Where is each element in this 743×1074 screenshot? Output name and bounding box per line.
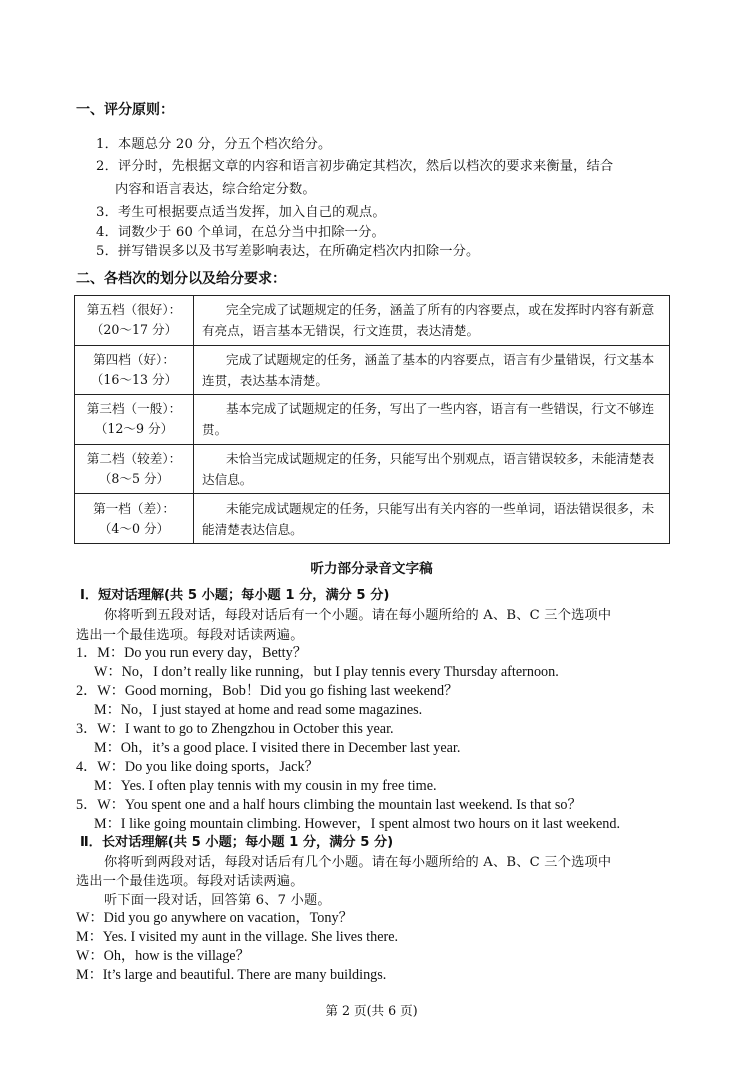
grade-range: （16～13 分）	[90, 371, 178, 387]
grade-description: 基本完成了试题规定的任务，写出了一些内容，语言有一些错误，行文不够连贯。	[194, 395, 670, 445]
table-row	[75, 296, 670, 346]
dialogue-line: M：Yes. I often play tennis with my cousin in my free time.	[94, 778, 437, 794]
scoring-heading: 一、评分原则：	[76, 102, 174, 118]
part2-heading: Ⅱ．长对话理解(共 5 小题；每小题 1 分，满分 5 分)	[80, 835, 394, 850]
dialogue-line: M：I like going mountain climbing. However，I spent almost two hours on it last weekend.	[94, 816, 621, 832]
scoring-rule: 2．评分时，先根据文章的内容和语言初步确定其档次，然后以档次的要求来衡量，结合	[96, 159, 614, 174]
dialogue-line: 2．W：Good morning，Bob！Did you go fishing last weekend？	[76, 683, 459, 699]
part2-instruction: 你将听到两段对话，每段对话后有几个小题。请在每小题所给的 A、B、C 三个选项中	[104, 855, 612, 870]
table-row	[75, 395, 670, 445]
grade-level-cell	[75, 494, 194, 544]
dialogue-line: 3．W：I want to go to Zhengzhou in October this year.	[76, 721, 394, 737]
grade-range: （4～0 分）	[98, 520, 170, 536]
grade-description: 未能完成试题规定的任务，只能写出有关内容的一些单词，语法错误很多，未能清楚表达信息。	[194, 494, 670, 544]
scoring-rule: 4．词数少于 60 个单词，在总分当中扣除一分。	[96, 225, 385, 240]
grading-heading: 二、各档次的划分以及给分要求：	[76, 271, 286, 287]
table-row	[75, 345, 670, 395]
part1-instruction: 你将听到五段对话，每段对话后有一个小题。请在每小题所给的 A、B、C 三个选项中	[104, 608, 612, 623]
grade-level: 第一档（差）：	[93, 500, 175, 516]
dialogue-line: M：No，I just stayed at home and read some magazines.	[94, 702, 423, 718]
grade-range: （20～17 分）	[90, 322, 178, 338]
grading-table	[74, 295, 670, 544]
table-row	[75, 444, 670, 494]
grade-description: 未恰当完成试题规定的任务，只能写出个别观点，语言错误较多，未能清楚表达信息。	[194, 444, 670, 494]
page-footer: 第 2 页(共 6 页)	[325, 1003, 418, 1018]
grade-level: 第四档（好）：	[93, 351, 175, 367]
dialogue-line: M：Yes. I visited my aunt in the village. She lives there.	[76, 929, 399, 945]
grade-description: 完成了试题规定的任务，涵盖了基本的内容要点，语言有少量错误，行文基本连贯，表达基本清楚。	[194, 345, 670, 395]
grade-description: 完全完成了试题规定的任务，涵盖了所有的内容要点，或在发挥时内容有新意有亮点，语言基本无错误，行文连贯，表达清楚。	[194, 296, 670, 346]
grade-range: （8～5 分）	[98, 471, 170, 487]
dialogue-line: M：Oh，it’s a good place. I visited there in December last year.	[94, 740, 461, 756]
grade-level-cell	[75, 395, 194, 445]
grade-level-cell	[75, 444, 194, 494]
dialogue-line: W：Oh，how is the village？	[76, 948, 250, 964]
dialogue-line: M：It’s large and beautiful. There are many buildings.	[76, 967, 387, 983]
dialogue-line: W：Did you go anywhere on vacation，Tony？	[76, 910, 353, 926]
dialogue-line: W：No，I don’t really like running，but I play tennis every Thursday afternoon.	[94, 664, 559, 680]
listening-title: 听力部分录音文字稿	[310, 561, 433, 577]
grade-level: 第五档（很好）：	[86, 302, 182, 318]
scoring-rule: 5．拼写错误多以及书写差影响表达，在所确定档次内扣除一分。	[96, 244, 480, 259]
grade-range: （12～9 分）	[94, 421, 174, 437]
part2-lead: 听下面一段对话，回答第 6、7 小题。	[104, 893, 331, 908]
part1-instruction: 选出一个最佳选项。每段对话读两遍。	[76, 628, 304, 643]
grade-level: 第二档（较差）：	[86, 451, 182, 467]
table-row	[75, 494, 670, 544]
part2-instruction: 选出一个最佳选项。每段对话读两遍。	[76, 874, 304, 889]
grade-level-cell	[75, 345, 194, 395]
grade-level: 第三档（一般）：	[86, 401, 182, 417]
part1-heading: Ⅰ．短对话理解(共 5 小题；每小题 1 分，满分 5 分)	[80, 588, 390, 603]
dialogue-line: 1．M：Do you run every day，Betty？	[76, 645, 307, 661]
scoring-rule: 内容和语言表达，综合给定分数。	[115, 182, 316, 197]
grade-level-cell	[75, 296, 194, 346]
dialogue-line: 4．W：Do you like doing sports，Jack？	[76, 759, 319, 775]
dialogue-line: 5．W：You spent one and a half hours climbing the mountain last weekend. Is that so？	[76, 797, 582, 813]
scoring-rule: 3．考生可根据要点适当发挥，加入自己的观点。	[96, 205, 386, 220]
scoring-rule: 1．本题总分 20 分，分五个档次给分。	[96, 137, 332, 152]
